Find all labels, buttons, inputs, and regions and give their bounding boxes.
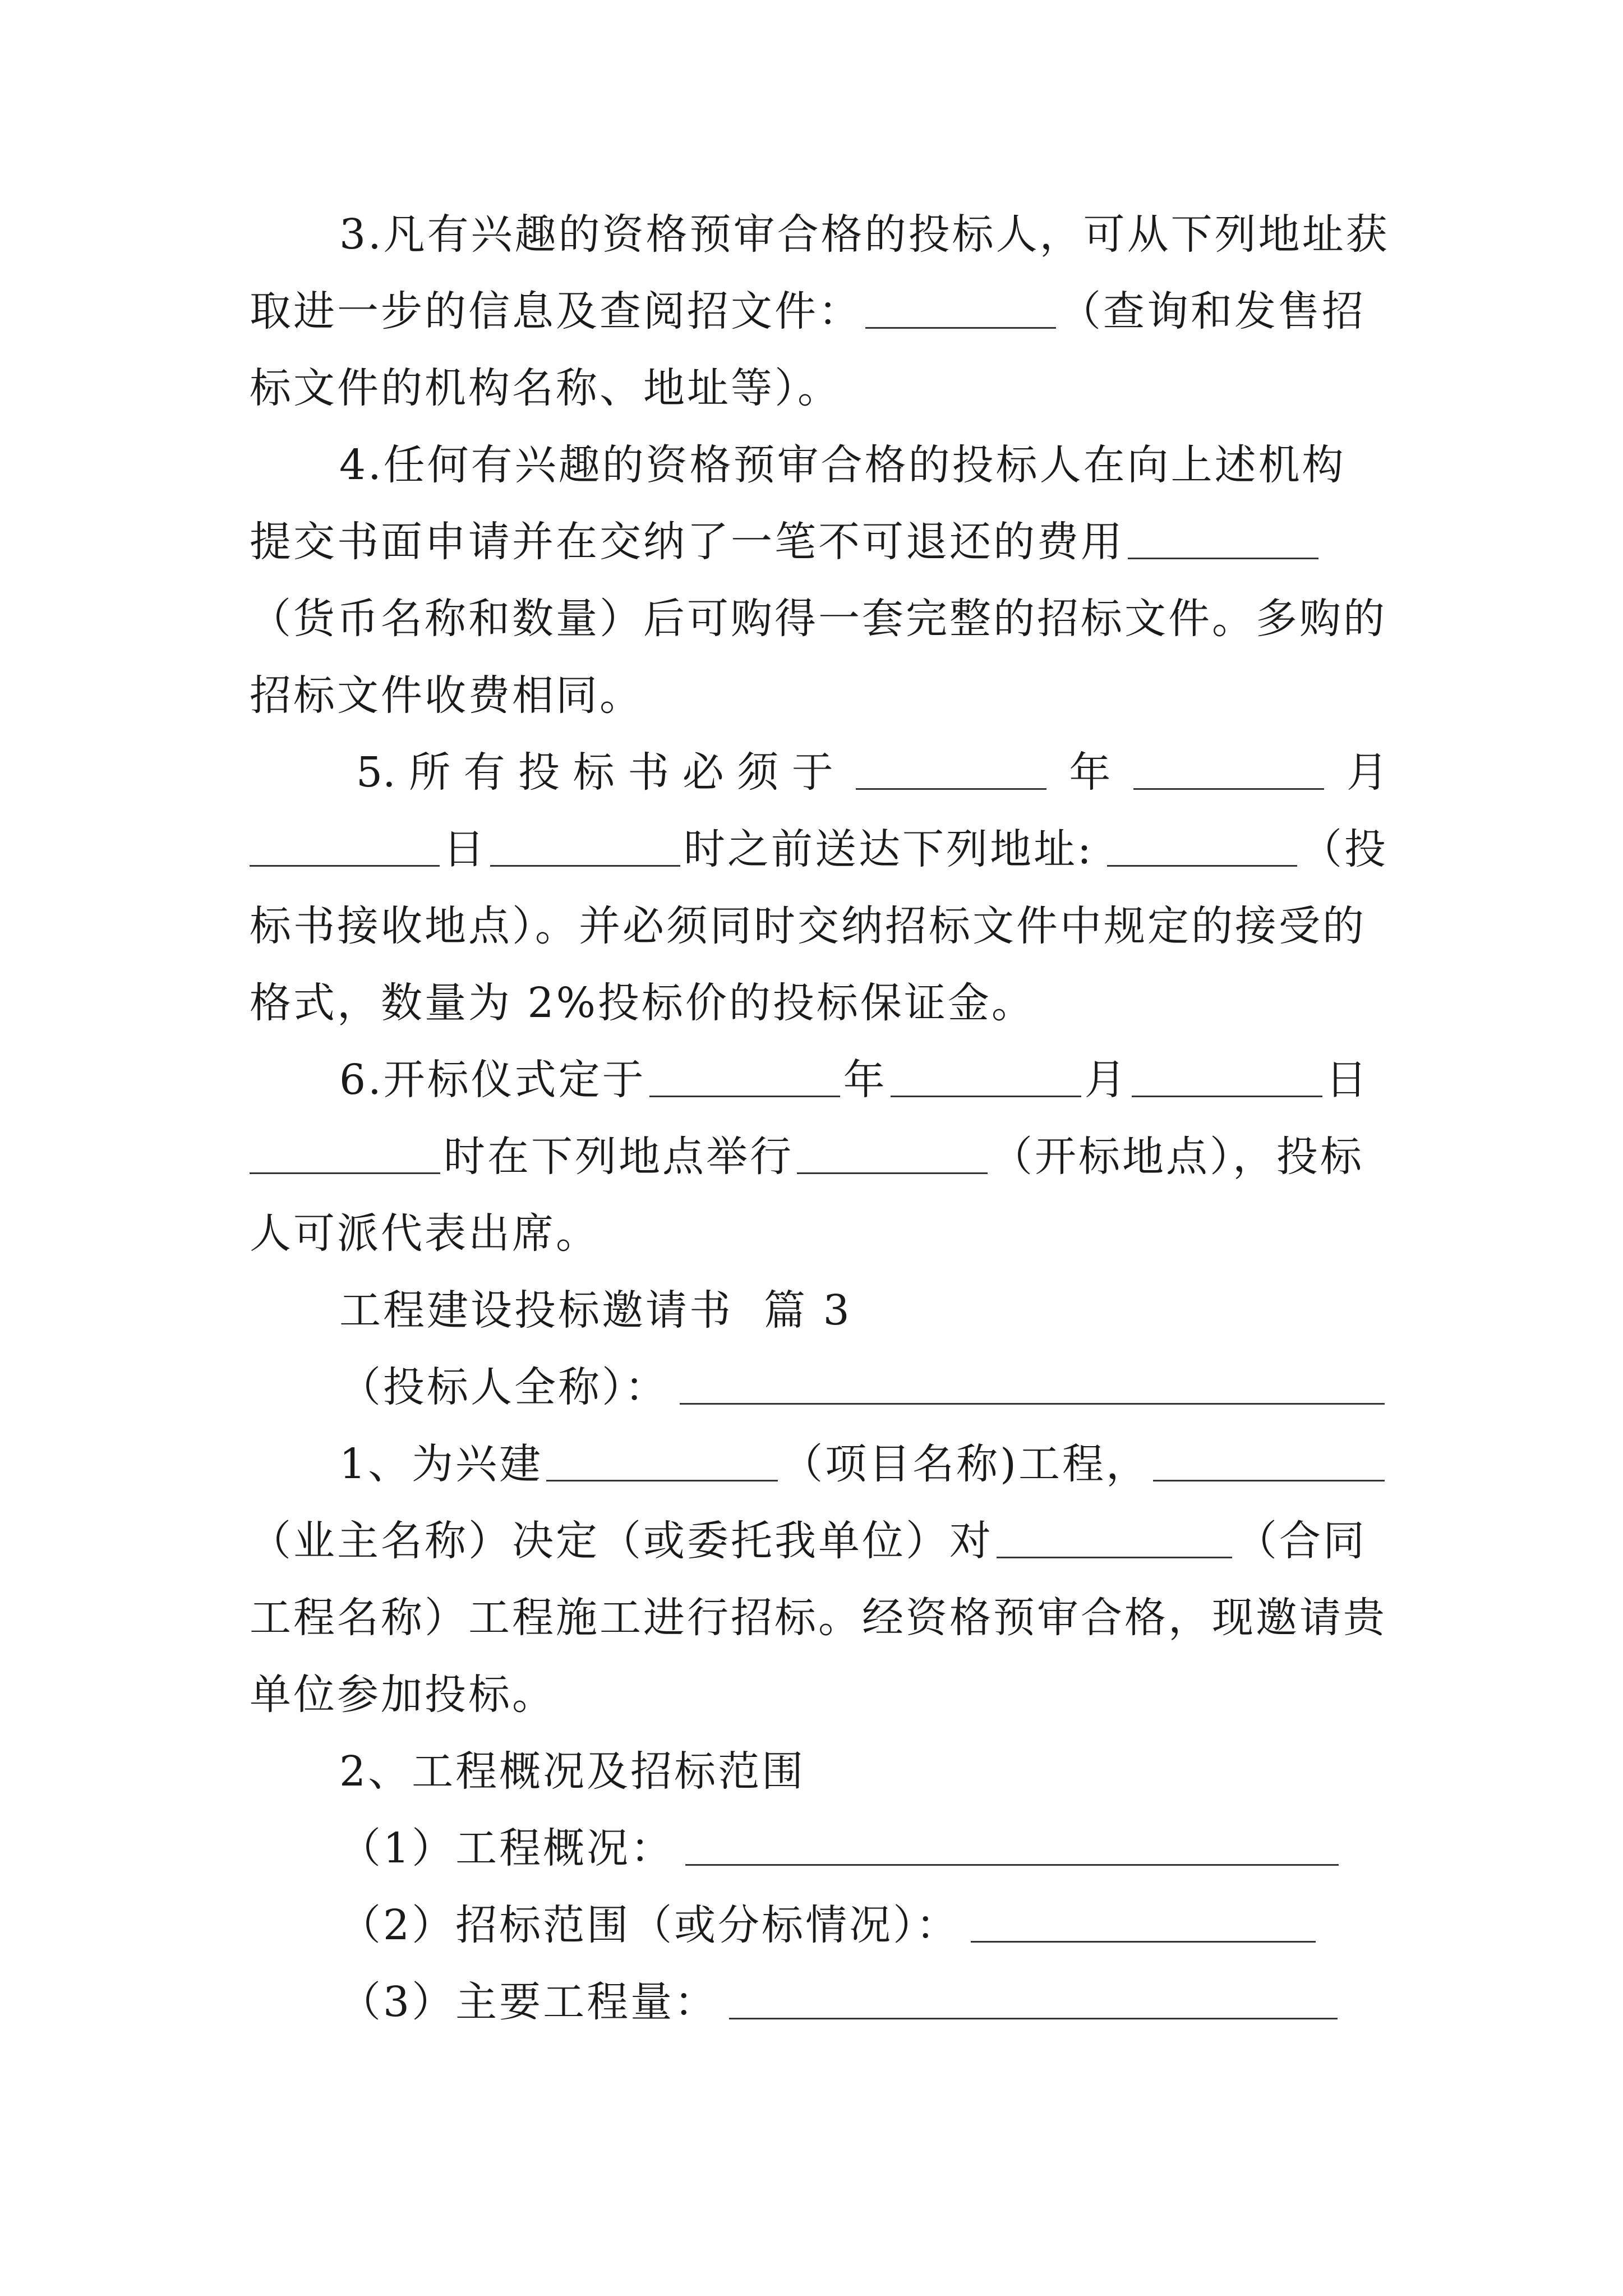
blank-field[interactable] [490,823,680,867]
blank-field[interactable] [856,747,1046,790]
blank-field[interactable] [685,1823,1339,1866]
blank-field[interactable] [546,1438,778,1481]
blank-field[interactable] [1132,1054,1322,1097]
item-2-scope [250,1887,1388,1964]
item-2-heading [250,1733,1388,1810]
paragraph-5-line-2 [250,811,1388,888]
paragraph-5-line-3 [250,888,1388,965]
text: （项目名称)工程， [781,1440,1150,1488]
item-1-line-3 [250,1580,1388,1657]
text: 1、为兴建 [339,1440,543,1488]
paragraph-6-line-3 [250,1195,1388,1272]
paragraph-6-line-1 [250,1042,1388,1119]
text: （货币名称和数量）后可购得一套完整的招标文件。多购的 [250,595,1387,643]
text: （1）工程概况： [339,1824,675,1872]
blank-field[interactable] [649,1054,840,1097]
paragraph-6-line-2 [250,1119,1388,1195]
paragraph-5-line-1 [250,734,1388,811]
text: 时在下列地点举行 [444,1133,794,1181]
text: 4.任何有兴趣的资格预审合格的投标人在向上述机构 [339,441,1346,489]
blank-field[interactable] [1128,516,1318,559]
section-heading [250,1272,1388,1349]
paragraph-3-line-2 [250,273,1388,350]
item-2-overview [250,1810,1388,1887]
blank-field[interactable] [680,1361,1385,1405]
paragraph-4-line-3 [250,581,1388,657]
text: （投标人全称）： [339,1363,668,1411]
paragraph-4-line-1 [250,427,1388,504]
text: 月 [1084,1056,1128,1104]
text: 格式，数量为 2%投标价的投标保证金。 [250,979,1035,1027]
text: 标书接收地点）。并必须同时交纳招标文件中规定的接受的 [250,902,1366,950]
item-2-quantity [250,1964,1388,2041]
text: 招标文件收费相同。 [250,671,643,720]
text: 提交书面申请并在交纳了一笔不可退还的费用 [250,518,1124,566]
paragraph-5-line-4 [250,965,1388,1042]
text: 工程建设投标邀请书 篇 3 [339,1286,852,1335]
text: 取进一步的信息及查阅招文件： [250,287,862,335]
text: （3）主要工程量： [339,1978,718,2026]
blank-field[interactable] [997,1515,1232,1558]
blank-field[interactable] [797,1131,988,1174]
text: 年 [843,1056,887,1104]
paragraph-3-line-3 [250,350,1388,427]
text: 月 [1346,748,1388,797]
text: （2）招标范围（或分标情况）： [339,1901,960,1949]
text: （业主名称）决定（或委托我单位）对 [250,1517,993,1565]
paragraph-3-line-1 [250,196,1388,273]
text: 工程名称）工程施工进行招标。经资格预审合格，现邀请贵 [250,1594,1387,1642]
blank-field[interactable] [250,823,440,867]
item-1-line-4 [250,1657,1388,1733]
blank-field[interactable] [1133,747,1324,790]
blank-field[interactable] [250,1131,440,1174]
blank-field[interactable] [1153,1438,1385,1481]
blank-field[interactable] [729,1976,1338,2019]
text: （查询和发售招 [1059,287,1366,335]
blank-field[interactable] [865,286,1056,329]
item-1-line-1 [250,1426,1388,1503]
text: （投 [1300,825,1388,873]
blank-field[interactable] [891,1054,1081,1097]
text: 单位参加投标。 [250,1671,556,1719]
addressee-line [250,1349,1388,1426]
text: 时之前送达下列地址: [684,825,1094,873]
paragraph-4-line-2 [250,504,1388,581]
text: 年 [1069,748,1111,797]
text: 标文件的机构名称、地址等）。 [250,364,841,412]
item-1-line-2 [250,1503,1388,1580]
blank-field[interactable] [971,1899,1316,1943]
text: 6.开标仪式定于 [339,1056,646,1104]
paragraph-4-line-4 [250,657,1388,734]
document-body [250,196,1388,2041]
text: 5. 所 有 投 标 书 必 须 于 [356,748,833,797]
text: 2、工程概况及招标范围 [339,1747,806,1796]
text: 3.凡有兴趣的资格预审合格的投标人，可从下列地址获 [339,210,1390,259]
text: （开标地点），投标 [991,1133,1364,1181]
text: 日 [1325,1056,1370,1104]
blank-field[interactable] [1107,823,1297,867]
text: 日 [443,825,487,873]
text: 人可派代表出席。 [250,1209,600,1258]
text: （合同 [1235,1517,1367,1565]
